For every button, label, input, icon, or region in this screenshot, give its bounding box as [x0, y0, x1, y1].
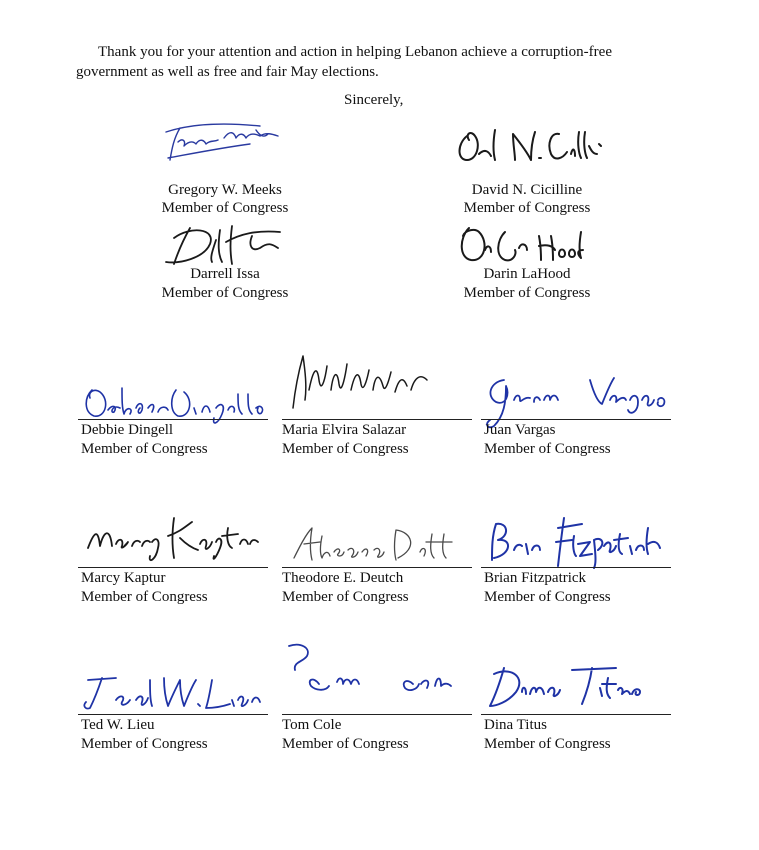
signature-tom-cole — [285, 640, 465, 708]
signature-line — [78, 714, 268, 715]
signature-line — [282, 567, 472, 568]
signatory-title: Member of Congress — [484, 736, 611, 752]
signature-line — [481, 567, 671, 568]
signatory-name: Darrell Issa — [190, 266, 260, 282]
signatory-title: Member of Congress — [161, 285, 289, 301]
signatory-title: Member of Congress — [81, 589, 208, 605]
signatory-name: Maria Elvira Salazar — [282, 422, 407, 438]
signature-david-cicilline — [455, 124, 605, 172]
signature-darrell-issa — [160, 222, 290, 270]
signature-marcy-kaptur — [82, 512, 262, 568]
signature-line — [78, 567, 268, 568]
signature-brian-fitzpatrick — [484, 514, 664, 570]
signatory-name: Debbie Dingell — [81, 422, 174, 438]
signatory-title: Member of Congress — [161, 200, 289, 216]
signatory-name: Marcy Kaptur — [81, 570, 166, 586]
signatory-title: Member of Congress — [484, 589, 611, 605]
signatory-name: Gregory W. Meeks — [168, 182, 282, 198]
signature-line — [282, 419, 472, 420]
signatory-title: Member of Congress — [282, 736, 409, 752]
signatory-name: Theodore E. Deutch — [282, 570, 404, 586]
signature-line — [481, 419, 671, 420]
signatory-name: David N. Cicilline — [471, 182, 583, 198]
signature-maria-elvira-salazar — [285, 350, 435, 412]
letter-body — [76, 42, 716, 82]
signatory-name: Dina Titus — [484, 717, 547, 733]
signatory-name: Juan Vargas — [484, 422, 556, 438]
signature-line — [282, 714, 472, 715]
letter-closing: Sincerely, — [344, 92, 404, 108]
signatory-name: Tom Cole — [282, 717, 342, 733]
signatory-title: Member of Congress — [81, 736, 208, 752]
signature-theodore-deutch — [290, 522, 460, 566]
signature-dina-titus — [486, 660, 651, 712]
signatory-name: Darin LaHood — [483, 266, 571, 282]
signature-line — [481, 714, 671, 715]
signatory-title: Member of Congress — [463, 285, 591, 301]
signatory-title: Member of Congress — [463, 200, 591, 216]
signatory-title: Member of Congress — [282, 441, 409, 457]
signature-line — [78, 419, 268, 420]
signature-gregory-meeks — [160, 118, 290, 168]
signatory-name: Brian Fitzpatrick — [484, 570, 587, 586]
signature-ted-lieu — [80, 670, 265, 714]
signature-darin-lahood — [455, 220, 595, 270]
signatory-name: Ted W. Lieu — [81, 717, 155, 733]
signatory-title: Member of Congress — [81, 441, 208, 457]
letter-body-line-1: Thank you for your attention and action in helping Lebanon achieve a corruption-free — [98, 44, 612, 60]
signatory-title: Member of Congress — [282, 589, 409, 605]
signatory-title: Member of Congress — [484, 441, 611, 457]
letter-body-line-2: government as well as free and fair May elections. — [76, 64, 379, 80]
